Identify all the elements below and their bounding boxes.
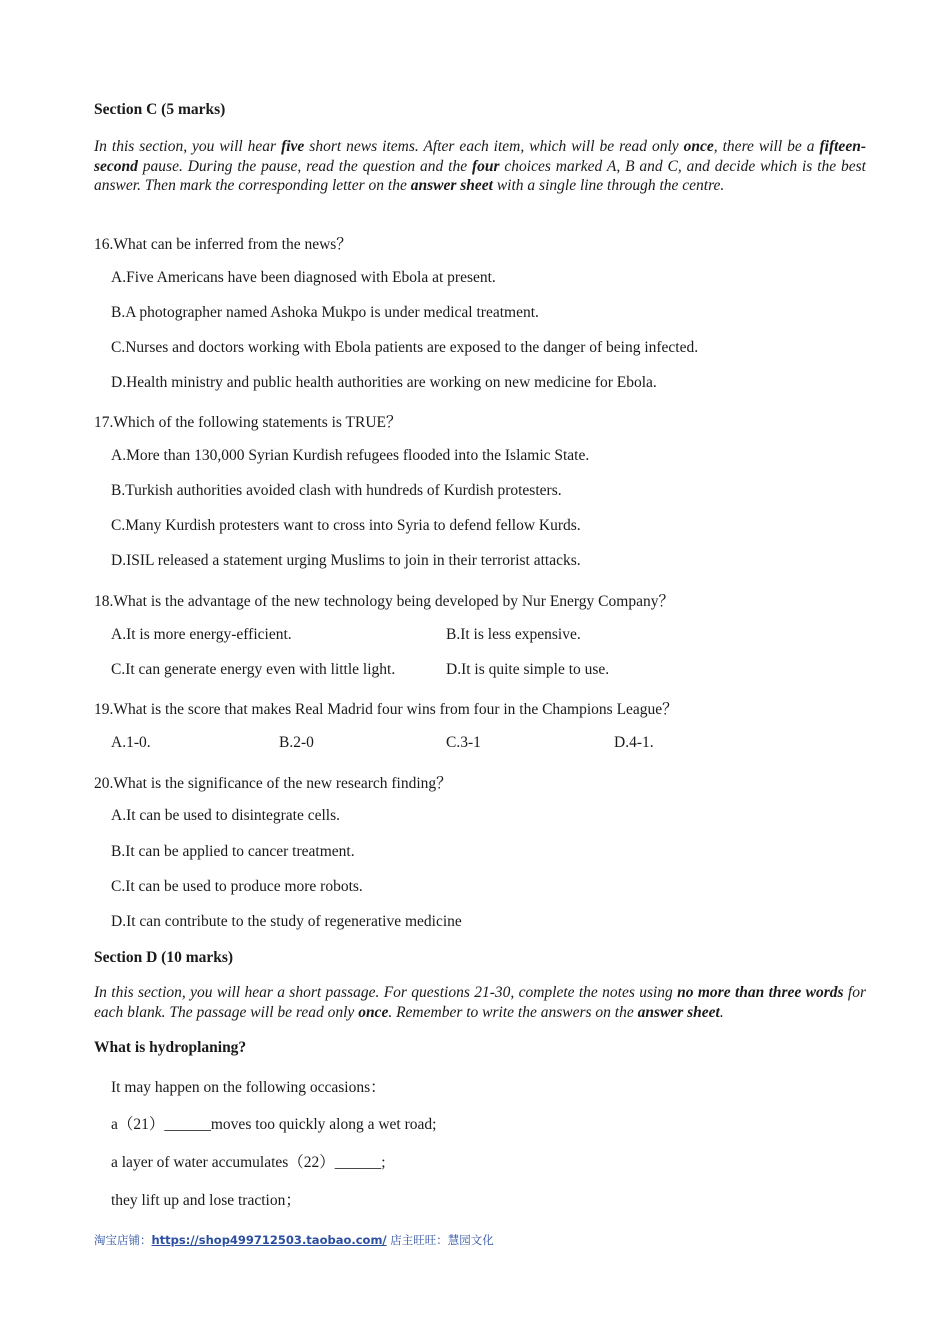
question-17-option-b: B.Turkish authorities avoided clash with hundreds of Kurdish protesters. <box>111 482 562 499</box>
question-16-option-a: A.Five Americans have been diagnosed with Ebola at present. <box>111 269 496 286</box>
question-18-option-d: D.It is quite simple to use. <box>446 661 610 678</box>
question-19-option-d: D.4-1. <box>614 734 654 751</box>
question-17-option-d: D.ISIL released a statement urging Muslims to join in their terrorist attacks. <box>111 552 581 569</box>
question-19-option-a: A.1-0. <box>111 734 151 751</box>
notes-line-4: they lift up and lose traction； <box>111 1192 301 1209</box>
question-20-stem: 20.What is the significance of the new research finding？ <box>94 775 452 792</box>
question-16-option-b: B.A photographer named Ashoka Mukpo is under medical treatment. <box>111 304 539 321</box>
question-17-option-c: C.Many Kurdish protesters want to cross into Syria to defend fellow Kurds. <box>111 517 581 534</box>
question-16-option-d: D.Health ministry and public health authorities are working on new medicine for Ebola. <box>111 374 657 391</box>
question-18-option-b: B.It is less expensive. <box>446 626 581 643</box>
question-16-option-c: C.Nurses and doctors working with Ebola patients are exposed to the danger of being infected. <box>111 339 699 356</box>
section-d-instructions: In this section, you will hear a short passage. For questions 21-30, complete the notes using no more than three words for each blank. The passage will be read only once. Remember to write the answers on the answer sheet. <box>94 984 866 1021</box>
question-17-stem: 17.Which of the following statements is TRUE？ <box>94 414 402 431</box>
section-c-title: Section C (5 marks) <box>94 101 226 118</box>
question-16-stem: 16.What can be inferred from the news？ <box>94 236 352 253</box>
notes-title: What is hydroplaning? <box>94 1039 247 1056</box>
question-20-option-a: A.It can be used to disintegrate cells. <box>111 807 340 824</box>
question-19-option-c: C.3-1 <box>446 734 481 751</box>
question-18-stem: 18.What is the advantage of the new technology being developed by Nur Energy Company？ <box>94 593 674 610</box>
section-c-instructions: In this section, you will hear five short news items. After each item, which will be read only once, there will be a fifteen-second pause. During the pause, read the question and the four choices marked A, B and C, and decide which is the best answer. Then mark the corresponding letter on the answer sheet with a single line through the centre. <box>94 138 866 194</box>
footer <box>94 1232 494 1248</box>
question-17-option-a: A.More than 130,000 Syrian Kurdish refugees flooded into the Islamic State. <box>111 447 590 464</box>
question-18-option-a: A.It is more energy-efficient. <box>111 626 292 643</box>
question-20-option-d: D.It can contribute to the study of regenerative medicine <box>111 913 462 930</box>
section-d-title: Section D (10 marks) <box>94 949 234 966</box>
footer-owner: 店主旺旺：慧园文化 <box>386 1233 494 1247</box>
shop-link[interactable]: https://shop499712503.taobao.com/ <box>151 1233 387 1247</box>
question-19-stem: 19.What is the score that makes Real Madrid four wins from four in the Champions League？ <box>94 701 678 718</box>
notes-line-1: It may happen on the following occasions： <box>111 1079 386 1096</box>
notes-line-2: a（21）______moves too quickly along a wet road; <box>111 1116 437 1133</box>
footer-shop-label: 淘宝店铺： <box>94 1233 152 1247</box>
notes-line-3: a layer of water accumulates（22）______; <box>111 1154 386 1171</box>
question-18-option-c: C.It can generate energy even with little light. <box>111 661 396 678</box>
question-19-option-b: B.2-0 <box>279 734 314 751</box>
question-20-option-c: C.It can be used to produce more robots. <box>111 878 363 895</box>
question-20-option-b: B.It can be applied to cancer treatment. <box>111 843 355 860</box>
